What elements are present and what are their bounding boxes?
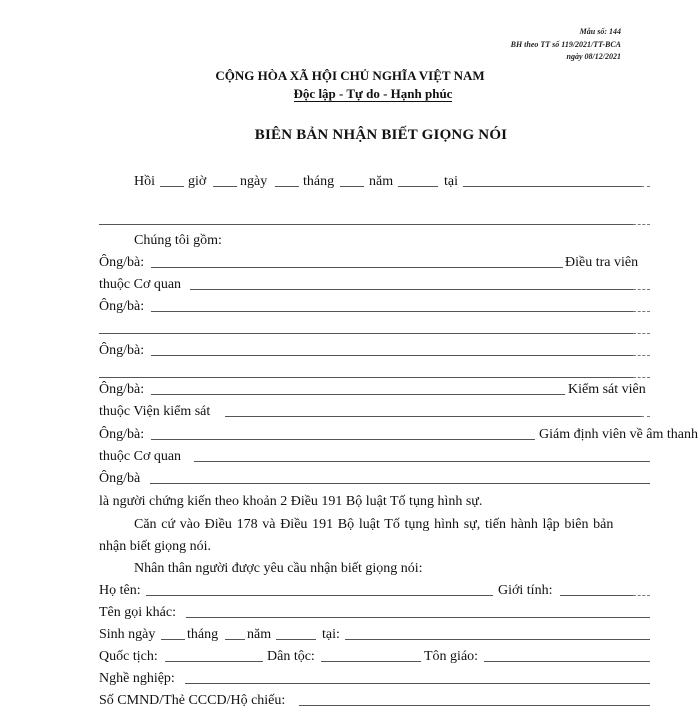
time-place-row: [99, 172, 650, 192]
witness-name-label: Ông/bà: [99, 471, 141, 486]
birth-day-field[interactable]: [161, 639, 185, 640]
participant-1-label: Ông/bà:: [99, 299, 145, 314]
document-title: BIÊN BẢN NHẬN BIẾT GIỌNG NÓI: [254, 127, 508, 143]
gender-field[interactable]: [560, 595, 633, 596]
investigator-row: [99, 253, 700, 273]
full-name-field[interactable]: [146, 595, 493, 596]
religion-label: Tôn giáo:: [424, 649, 479, 664]
alias-row: [99, 603, 650, 623]
gender-label: Giới tính:: [498, 583, 553, 598]
day-label: ngày: [240, 174, 268, 189]
participant-2-field-2[interactable]: [99, 377, 633, 378]
expert-name-label: Ông/bà:: [99, 427, 145, 442]
nationality-field[interactable]: [165, 661, 263, 662]
participant-1-field-2[interactable]: [99, 333, 633, 334]
birth-place-field[interactable]: [345, 639, 650, 640]
investigator-role: Điều tra viên: [565, 255, 639, 270]
birth-month-field[interactable]: [225, 639, 245, 640]
year-label: năm: [369, 174, 394, 189]
agency-field[interactable]: [190, 289, 633, 290]
prosecutor-name-field[interactable]: [151, 394, 565, 395]
occupation-field[interactable]: [185, 683, 650, 684]
national-title: CỘNG HÒA XÃ HỘI CHỦ NGHĨA VIỆT NAM: [215, 68, 485, 83]
participant-2-field[interactable]: [151, 355, 633, 356]
alias-label: Tên gọi khác:: [99, 605, 176, 620]
participant-1-continuation: [99, 319, 650, 339]
investigator-name-field[interactable]: [151, 267, 563, 268]
nationality-label: Quốc tịch:: [99, 649, 158, 664]
birth-month-label: tháng: [187, 627, 219, 642]
prosecutor-role: Kiểm sát viên: [568, 382, 646, 397]
form-regulation: BH theo TT số 119/2021/TT-BCA: [510, 39, 621, 49]
participant-row-1: [99, 297, 650, 317]
participants-intro: Chúng tôi gồm:: [134, 233, 222, 248]
witness-name-row: [99, 469, 650, 489]
procuracy-label: thuộc Viện kiểm sát: [99, 404, 211, 419]
agency-label: thuộc Cơ quan: [99, 277, 182, 292]
expert-agency-row: [99, 447, 650, 467]
occupation-row: [99, 669, 650, 689]
basis-line-1: Căn cứ vào Điều 178 và Điều 191 Bộ luật Tố tụng hình sự, tiến hành lập biên bản: [134, 517, 614, 532]
hour-label: giờ: [188, 174, 207, 189]
full-name-label: Họ tên:: [99, 583, 141, 598]
procuracy-row: [99, 402, 650, 422]
witness-note: là người chứng kiến theo khoản 2 Điều 191 Bộ luật Tố tụng hình sự.: [99, 494, 483, 509]
form-code: [421, 26, 621, 64]
place-label: tại: [444, 174, 458, 189]
occupation-label: Nghề nghiệp:: [99, 671, 175, 686]
place-field-2[interactable]: [99, 224, 633, 225]
prosecutor-name-label: Ông/bà:: [99, 382, 145, 397]
expert-row: [99, 425, 700, 445]
subject-intro: Nhân thân người được yêu cầu nhận biết giọng nói:: [134, 561, 423, 576]
motto: [0, 86, 700, 102]
procuracy-field[interactable]: [225, 416, 641, 417]
expert-agency-label: thuộc Cơ quan: [99, 449, 182, 464]
year-field[interactable]: [398, 186, 438, 187]
ethnicity-label: Dân tộc:: [267, 649, 315, 664]
form-number: Mẫu số: 144: [579, 27, 621, 36]
id-row: [99, 691, 650, 711]
ethnicity-field[interactable]: [321, 661, 421, 662]
birth-year-label: năm: [247, 627, 272, 642]
motto-text: Độc lập - Tự do - Hạnh phúc: [293, 86, 453, 101]
minute-field[interactable]: [213, 186, 237, 187]
birth-year-field[interactable]: [276, 639, 316, 640]
hour-field[interactable]: [160, 186, 184, 187]
day-field[interactable]: [275, 186, 299, 187]
religion-field[interactable]: [484, 661, 650, 662]
month-label: tháng: [303, 174, 335, 189]
participant-row-2: [99, 341, 650, 361]
place-field[interactable]: [463, 186, 641, 187]
expert-agency-field[interactable]: [194, 461, 650, 462]
nationality-row: [99, 647, 650, 667]
birth-day-label: Sinh ngày: [99, 627, 156, 642]
time-label: Hồi: [134, 174, 155, 189]
month-field[interactable]: [340, 186, 364, 187]
investigator-name-label: Ông/bà:: [99, 255, 145, 270]
prosecutor-row: [99, 380, 700, 400]
full-name-row: [99, 581, 650, 601]
expert-role: Giám định viên về âm thanh: [539, 427, 699, 442]
participant-1-field[interactable]: [151, 311, 633, 312]
witness-name-field[interactable]: [150, 483, 650, 484]
alias-field[interactable]: [186, 617, 650, 618]
participant-2-label: Ông/bà:: [99, 343, 145, 358]
place-continuation-row: [99, 210, 650, 230]
id-field[interactable]: [299, 705, 650, 706]
form-date: ngày 08/12/2021: [566, 52, 621, 61]
id-label: Số CMND/Thẻ CCCD/Hộ chiếu:: [99, 693, 286, 708]
birth-place-label: tại:: [322, 627, 340, 642]
basis-line-2: nhận biết giọng nói.: [99, 539, 211, 554]
birth-row: [99, 625, 650, 645]
expert-name-field[interactable]: [151, 439, 535, 440]
investigator-agency-row: [99, 275, 650, 295]
